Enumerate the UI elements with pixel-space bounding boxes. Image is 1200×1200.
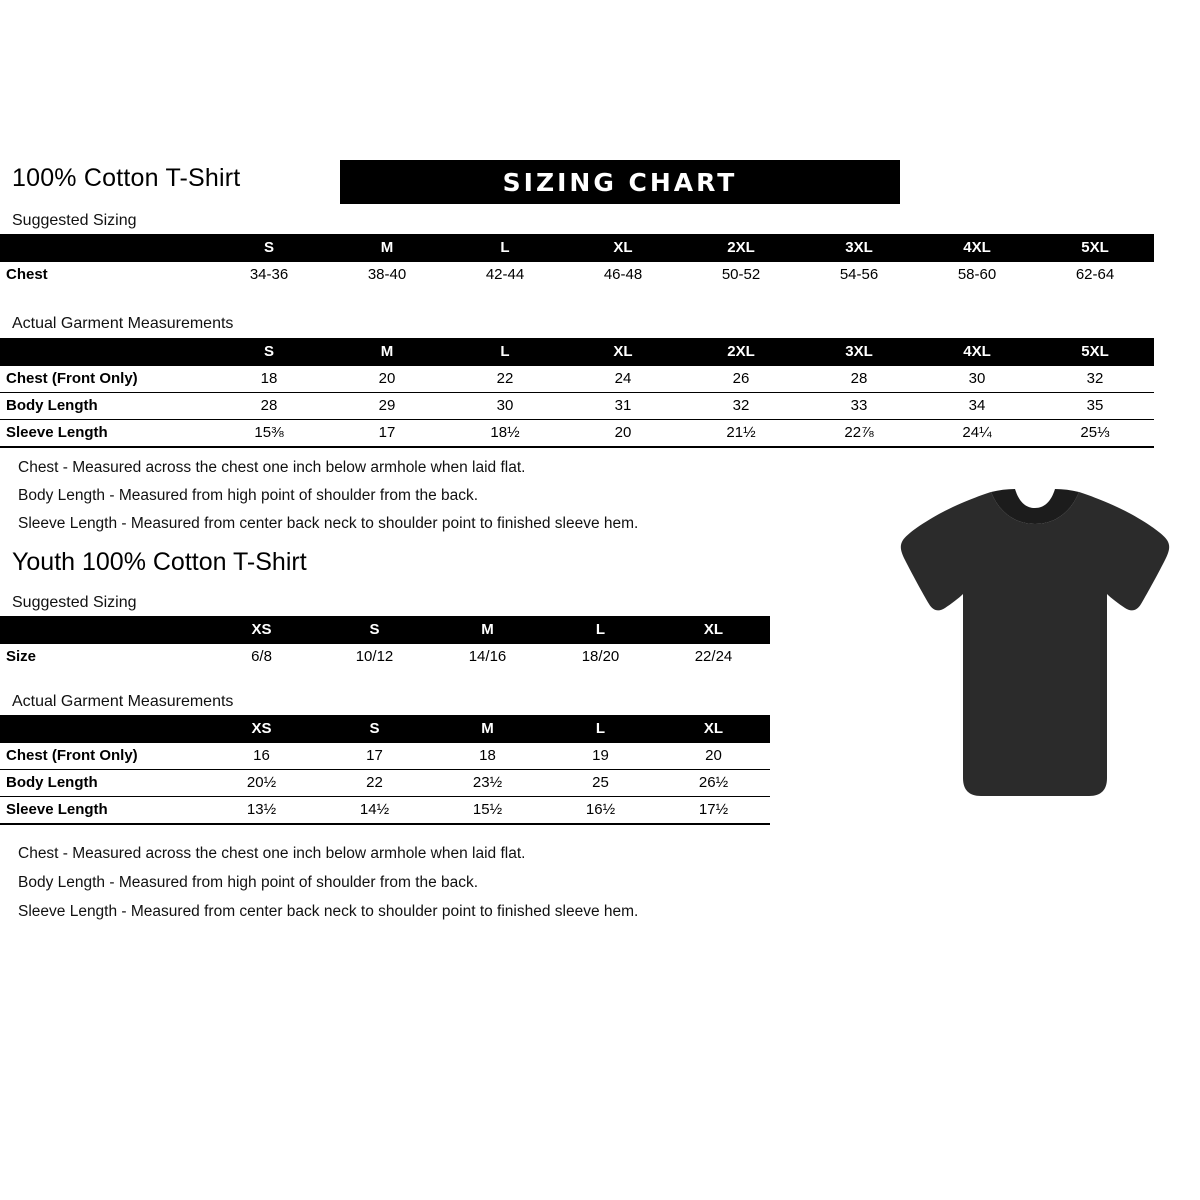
youth-actual-measurements-label: Actual Garment Measurements [12, 693, 234, 710]
table-cell: 33 [850, 397, 868, 414]
table-cell: 31 [614, 397, 632, 414]
table-cell: 28 [850, 370, 868, 387]
sizing-chart-banner [340, 160, 900, 204]
adult-suggested-sizing-table [0, 234, 1154, 288]
table-cell: 20 [614, 424, 632, 441]
column-header-2xl: 2XL [682, 338, 800, 366]
sizing-chart-banner-label: SIZING CHART [502, 167, 738, 197]
table-cell: 30 [496, 397, 514, 414]
column-header-3xl: 3XL [800, 338, 918, 366]
column-header-l: L [446, 234, 564, 262]
table-cell: 19 [592, 747, 609, 764]
column-header-5xl: 5XL [1036, 234, 1154, 262]
table-cell: 25 [592, 774, 609, 791]
adult-suggested-sizing-label: Suggested Sizing [12, 212, 137, 229]
youth-section-title: Youth 100% Cotton T-Shirt [12, 548, 307, 576]
adult-note-chest: Chest - Measured across the chest one inch below armhole when laid flat. [18, 459, 526, 476]
column-header-l: L [544, 616, 657, 644]
table-cell: 14½ [359, 801, 390, 818]
column-header-xs: XS [205, 616, 318, 644]
table-cell: 20½ [246, 774, 277, 791]
table-cell: 17 [378, 424, 396, 441]
table-cell: 46-48 [603, 266, 643, 283]
table-cell: 22 [496, 370, 514, 387]
table-cell: 32 [1086, 370, 1104, 387]
column-header-blank [0, 715, 205, 743]
column-header-blank [0, 338, 210, 366]
youth-note-sleeve-length: Sleeve Length - Measured from center back neck to shoulder point to finished sleeve hem. [18, 903, 639, 920]
table-cell: 29 [378, 397, 396, 414]
table-cell: 38-40 [367, 266, 407, 283]
table-header-row [0, 338, 1154, 366]
column-header-m: M [328, 338, 446, 366]
table-cell: 22/24 [694, 648, 733, 665]
adult-section-title: 100% Cotton T-Shirt [12, 164, 241, 192]
column-header-m: M [431, 616, 544, 644]
row-label: Chest [6, 266, 48, 283]
column-header-s: S [318, 715, 431, 743]
column-header-blank [0, 234, 210, 262]
table-header-row [0, 715, 770, 743]
column-header-xl: XL [564, 338, 682, 366]
column-header-m: M [328, 234, 446, 262]
table-cell: 6/8 [251, 648, 272, 665]
table-cell: 54-56 [839, 266, 879, 283]
table-cell: 15⅜ [254, 424, 284, 441]
table-cell: 18/20 [581, 648, 620, 665]
column-header-l: L [446, 338, 564, 366]
row-label: Body Length [6, 774, 98, 791]
table-cell: 15½ [472, 801, 503, 818]
table-cell: 62-64 [1075, 266, 1115, 283]
table-cell: 10/12 [355, 648, 394, 665]
adult-note-sleeve-length: Sleeve Length - Measured from center back neck to shoulder point to finished sleeve hem. [18, 515, 639, 532]
table-cell: 24 [614, 370, 632, 387]
row-label: Chest (Front Only) [6, 747, 138, 764]
column-header-s: S [210, 338, 328, 366]
table-row [0, 262, 1154, 288]
table-cell: 24¼ [962, 424, 992, 441]
table-cell: 18½ [490, 424, 520, 441]
column-header-4xl: 4XL [918, 338, 1036, 366]
column-header-xl: XL [564, 234, 682, 262]
table-row [0, 797, 770, 825]
table-cell: 22 [366, 774, 383, 791]
table-cell: 34 [968, 397, 986, 414]
column-header-xl: XL [657, 715, 770, 743]
youth-note-chest: Chest - Measured across the chest one inch below armhole when laid flat. [18, 845, 526, 862]
row-label: Sleeve Length [6, 424, 108, 441]
table-row [0, 743, 770, 770]
row-label: Body Length [6, 397, 98, 414]
column-header-l: L [544, 715, 657, 743]
table-cell: 16 [253, 747, 270, 764]
table-cell: 42-44 [485, 266, 525, 283]
table-row [0, 770, 770, 797]
youth-suggested-sizing-table [0, 616, 770, 670]
table-cell: 26½ [698, 774, 729, 791]
table-cell: 16½ [585, 801, 616, 818]
table-cell: 18 [479, 747, 496, 764]
t-shirt-illustration [895, 478, 1175, 808]
table-cell: 23½ [472, 774, 503, 791]
table-cell: 20 [378, 370, 396, 387]
table-cell: 17½ [698, 801, 729, 818]
adult-note-body-length: Body Length - Measured from high point of shoulder from the back. [18, 487, 479, 504]
table-cell: 17 [366, 747, 383, 764]
table-cell: 58-60 [957, 266, 997, 283]
table-row [0, 393, 1154, 420]
column-header-s: S [318, 616, 431, 644]
column-header-4xl: 4XL [918, 234, 1036, 262]
table-header-row [0, 234, 1154, 262]
column-header-blank [0, 616, 205, 644]
adult-actual-measurements-label: Actual Garment Measurements [12, 315, 234, 332]
table-cell: 22⅞ [844, 424, 874, 441]
column-header-2xl: 2XL [682, 234, 800, 262]
table-row [0, 366, 1154, 393]
youth-note-body-length: Body Length - Measured from high point of shoulder from the back. [18, 874, 479, 891]
table-cell: 13½ [246, 801, 277, 818]
table-cell: 26 [732, 370, 750, 387]
column-header-s: S [210, 234, 328, 262]
row-label: Size [6, 648, 37, 665]
column-header-xs: XS [205, 715, 318, 743]
table-cell: 30 [968, 370, 986, 387]
column-header-m: M [431, 715, 544, 743]
table-cell: 28 [260, 397, 278, 414]
column-header-3xl: 3XL [800, 234, 918, 262]
table-cell: 50-52 [721, 266, 761, 283]
row-label: Sleeve Length [6, 801, 108, 818]
table-cell: 14/16 [468, 648, 507, 665]
youth-suggested-sizing-label: Suggested Sizing [12, 594, 137, 611]
adult-actual-measurements-table [0, 338, 1154, 448]
column-header-xl: XL [657, 616, 770, 644]
table-cell: 35 [1086, 397, 1104, 414]
table-cell: 18 [260, 370, 278, 387]
table-row [0, 644, 770, 670]
column-header-5xl: 5XL [1036, 338, 1154, 366]
table-header-row [0, 616, 770, 644]
table-cell: 25⅓ [1080, 424, 1110, 441]
youth-actual-measurements-table [0, 715, 770, 825]
table-cell: 21½ [726, 424, 756, 441]
row-label: Chest (Front Only) [6, 370, 138, 387]
table-cell: 34-36 [249, 266, 289, 283]
table-cell: 20 [705, 747, 722, 764]
table-cell: 32 [732, 397, 750, 414]
table-row [0, 420, 1154, 448]
